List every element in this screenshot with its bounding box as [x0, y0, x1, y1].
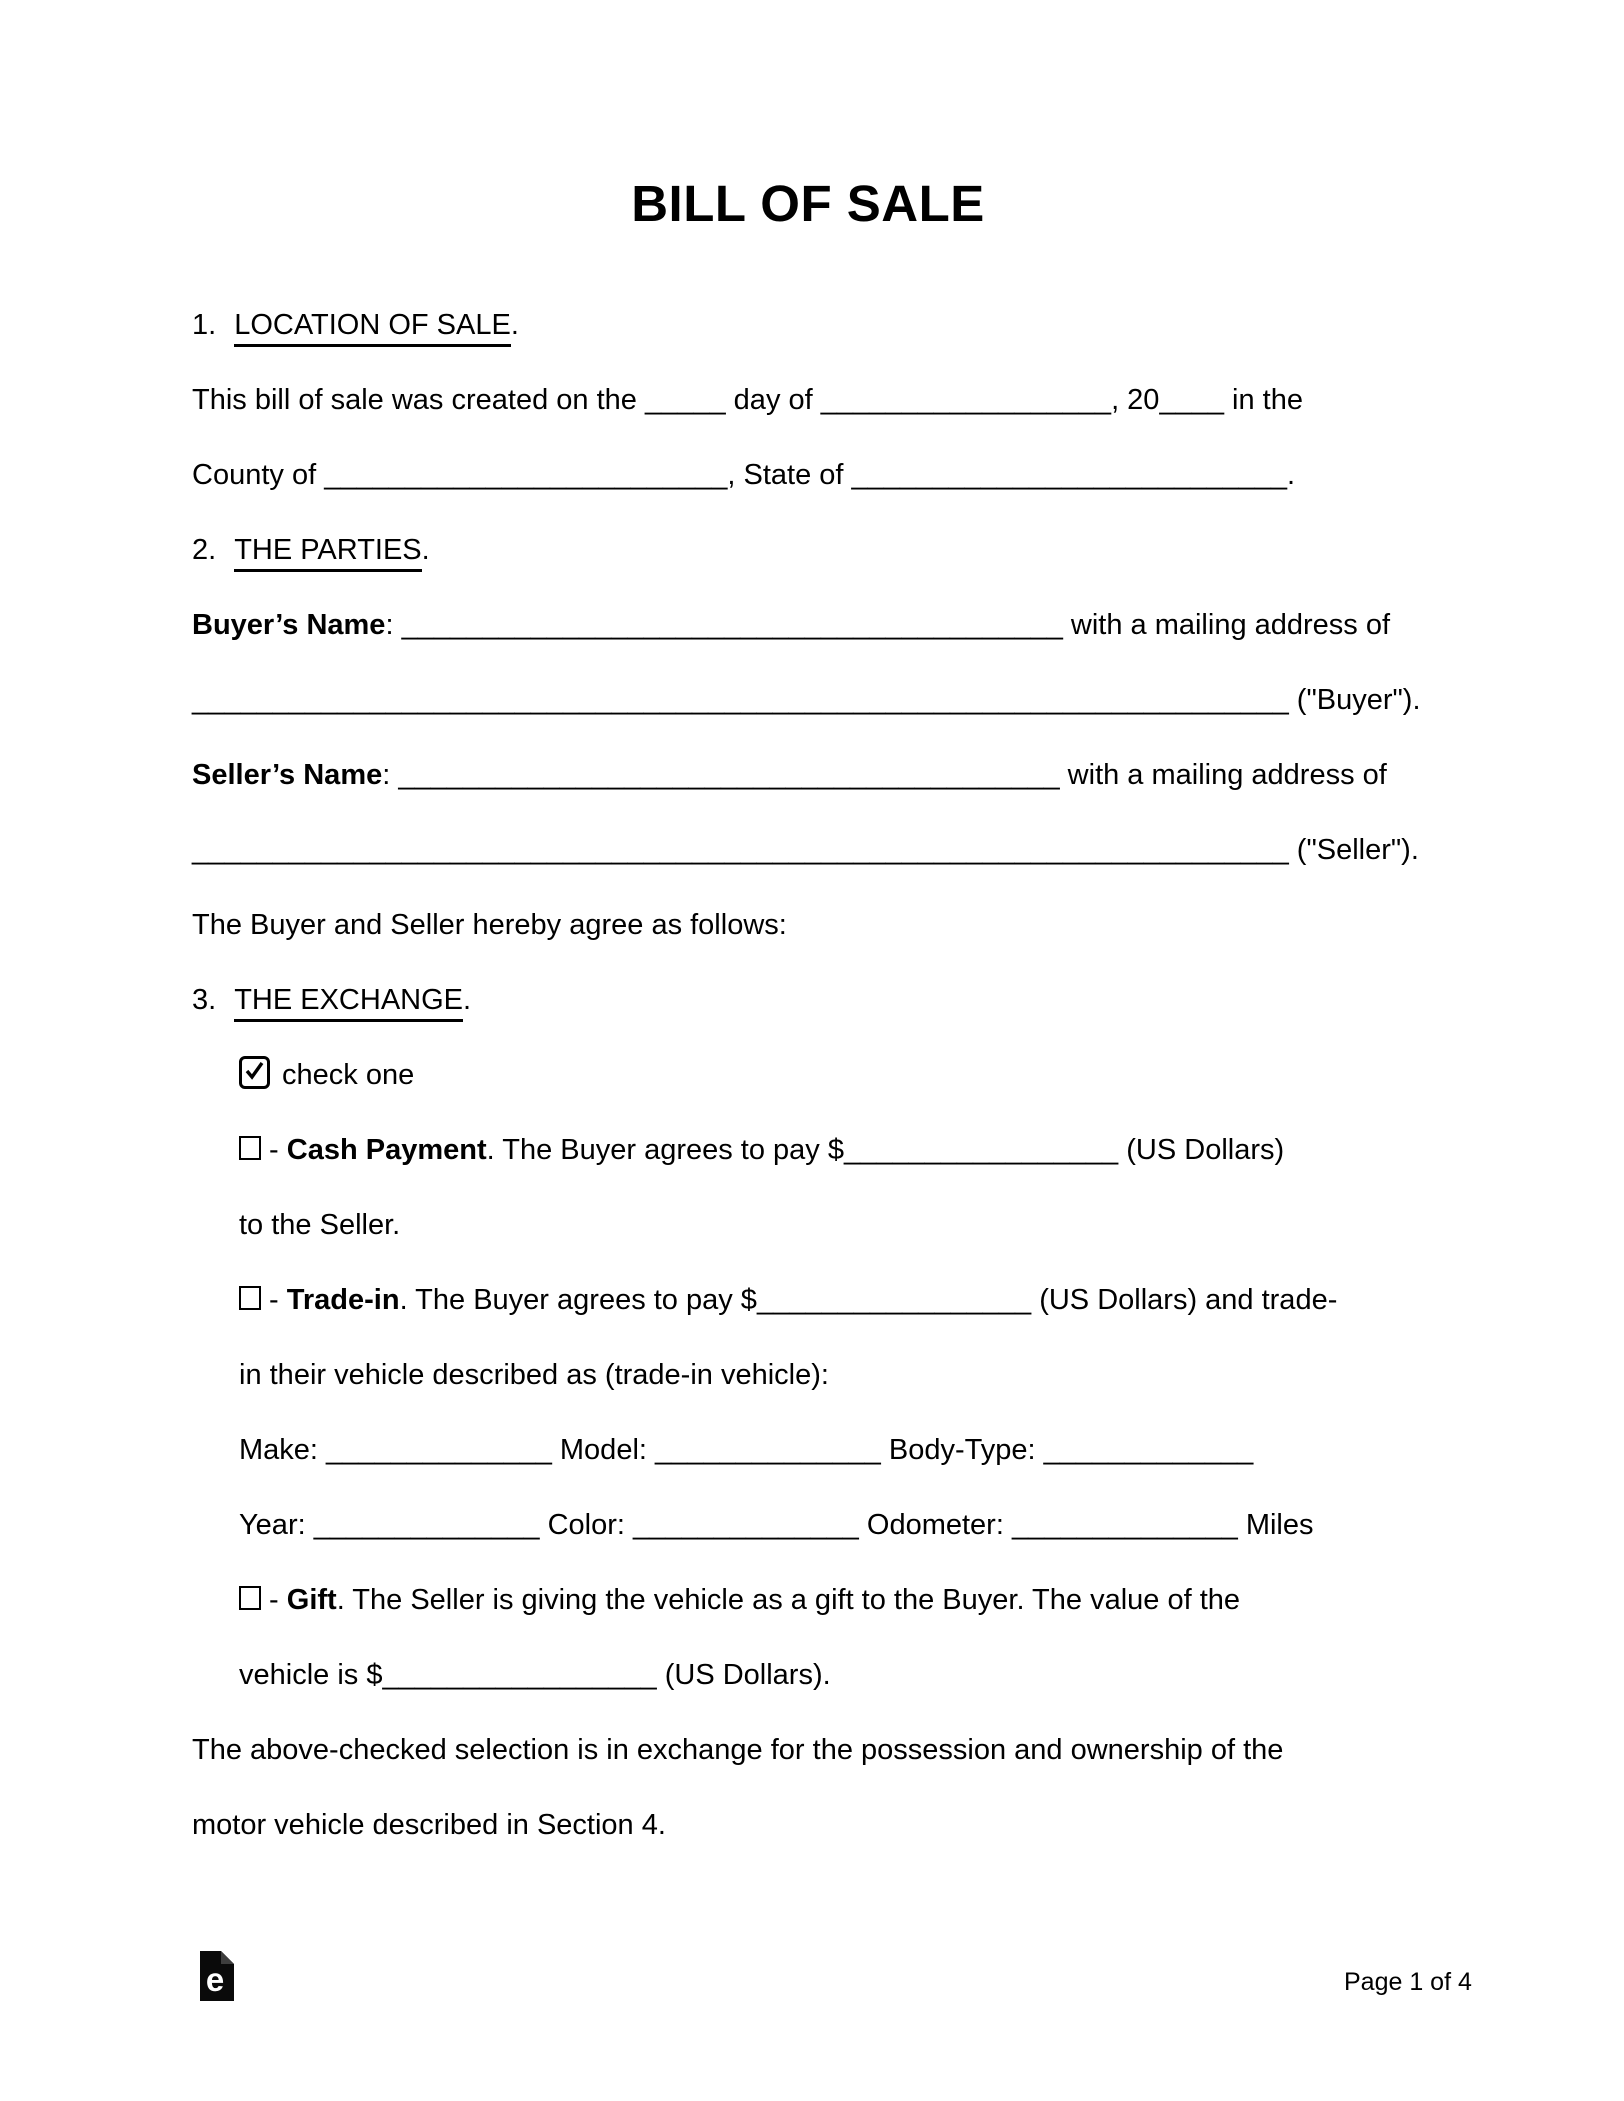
year-blank-field[interactable]: ____ [1159, 384, 1224, 417]
color-blank-field[interactable]: ______________ [633, 1509, 859, 1542]
section-2-heading-period: . [421, 534, 430, 567]
cash-amount-blank-field[interactable]: _________________ [844, 1134, 1119, 1167]
seller-name-blank-field[interactable]: _________________________________________ [398, 759, 1060, 792]
model-blank-field[interactable]: ______________ [655, 1434, 881, 1467]
sale-date-text-2: day of [725, 384, 821, 417]
gift-value-text: vehicle is $ [239, 1659, 383, 1692]
gift-value-text-2: (US Dollars). [656, 1659, 831, 1692]
trade-in-checkbox[interactable] [239, 1286, 261, 1310]
body-type-blank-field[interactable]: _____________ [1043, 1434, 1254, 1467]
gift-label: Gift [286, 1584, 337, 1617]
vehicle-row-1 [192, 1413, 1424, 1488]
trade-dash: - [261, 1284, 287, 1317]
section-2-heading [192, 513, 1424, 588]
seller-mailing-text: with a mailing address of [1059, 759, 1387, 792]
closing-line-2: motor vehicle described in Section 4. [192, 1809, 666, 1842]
section-1-heading-period: . [510, 309, 519, 342]
model-label: Model: [551, 1434, 656, 1467]
gift-checkbox[interactable] [239, 1586, 261, 1610]
miles-label: Miles [1237, 1509, 1314, 1542]
svg-text:e: e [205, 1961, 225, 1998]
seller-name-label: Seller’s Name [192, 759, 383, 792]
body-type-label: Body-Type: [880, 1434, 1044, 1467]
odometer-blank-field[interactable]: ______________ [1011, 1509, 1238, 1542]
buyer-address-line [192, 663, 1424, 738]
buyer-mailing-text: with a mailing address of [1062, 609, 1391, 642]
month-blank-field[interactable]: __________________ [820, 384, 1112, 417]
cash-dash: - [261, 1134, 287, 1167]
check-one-line [192, 1038, 1424, 1113]
agreement-line: The Buyer and Seller hereby agree as follows: [192, 909, 787, 942]
section-3-heading [192, 963, 1424, 1038]
county-label: County of [192, 459, 325, 492]
color-label: Color: [539, 1509, 634, 1542]
make-label: Make: [239, 1434, 327, 1467]
closing-line-1: The above-checked selection is in exchange for the possession and ownership of the [192, 1734, 1284, 1767]
gift-text: . The Seller is giving the vehicle as a gift to the Buyer. The value of the [336, 1584, 1241, 1617]
sale-date-line [192, 363, 1424, 438]
cash-payment-line [192, 1113, 1424, 1188]
gift-line [192, 1563, 1424, 1638]
eforms-logo-icon [200, 1951, 234, 2001]
buyer-name-colon: : [385, 609, 402, 642]
vehicle-year-blank-field[interactable]: ______________ [313, 1509, 540, 1542]
section-3-heading-period: . [463, 984, 472, 1017]
cash-payment-checkbox[interactable] [239, 1136, 261, 1160]
odometer-label: Odometer: [858, 1509, 1012, 1542]
buyer-name-blank-field[interactable]: _________________________________________ [401, 609, 1063, 642]
state-blank-field[interactable]: ___________________________ [851, 459, 1288, 492]
sale-date-text-1: This bill of sale was created on the [192, 384, 645, 417]
trade-in-label: Trade-in [286, 1284, 400, 1317]
vehicle-row-2 [192, 1488, 1424, 1563]
state-label: , State of [727, 459, 852, 492]
cash-payment-label: Cash Payment [286, 1134, 487, 1167]
section-3-number: 3. [192, 984, 217, 1017]
section-2-number: 2. [192, 534, 217, 567]
section-1-number: 1. [192, 309, 217, 342]
seller-address-blank-field[interactable]: ____________________________________________________________________ [192, 834, 1289, 867]
cash-payment-line-2: to the Seller. [239, 1209, 401, 1242]
gift-line-2 [192, 1638, 1424, 1713]
day-blank-field[interactable]: _____ [644, 384, 726, 417]
trade-in-line [192, 1263, 1424, 1338]
seller-address-line [192, 813, 1424, 888]
page-number-label: Page 1 of 4 [1344, 1968, 1472, 1996]
seller-designation: ("Seller"). [1288, 834, 1419, 867]
section-2-heading-text: THE PARTIES [234, 534, 421, 572]
buyer-address-blank-field[interactable]: ____________________________________________________________________ [192, 684, 1289, 717]
county-state-period: . [1287, 459, 1296, 492]
section-1-heading [192, 288, 1424, 363]
section-3-heading-text: THE EXCHANGE [234, 984, 463, 1022]
check-one-label: check one [282, 1059, 415, 1092]
year-label: Year: [239, 1509, 314, 1542]
trade-in-text-2: (US Dollars) and trade- [1031, 1284, 1338, 1317]
seller-name-colon: : [382, 759, 399, 792]
trade-in-text: . The Buyer agrees to pay $ [399, 1284, 757, 1317]
county-state-line [192, 438, 1424, 513]
cash-payment-text: . The Buyer agrees to pay $ [486, 1134, 844, 1167]
cash-payment-text-2: (US Dollars) [1118, 1134, 1285, 1167]
buyer-name-line [192, 588, 1424, 663]
make-blank-field[interactable]: ______________ [326, 1434, 552, 1467]
county-blank-field[interactable]: _________________________ [324, 459, 728, 492]
section-1-heading-text: LOCATION OF SALE [234, 309, 511, 347]
document-title: BILL OF SALE [631, 175, 985, 232]
buyer-designation: ("Buyer"). [1288, 684, 1421, 717]
trade-amount-blank-field[interactable]: _________________ [756, 1284, 1032, 1317]
seller-name-line [192, 738, 1424, 813]
gift-dash: - [261, 1584, 287, 1617]
document-content [192, 0, 1424, 1863]
buyer-name-label: Buyer’s Name [192, 609, 386, 642]
gift-value-blank-field[interactable]: _________________ [382, 1659, 657, 1692]
sale-date-text-3: , 20 [1111, 384, 1160, 417]
trade-in-line-2: in their vehicle described as (trade-in vehicle): [239, 1359, 829, 1392]
sale-date-text-4: in the [1223, 384, 1303, 417]
check-one-checked-checkbox-icon [239, 1056, 270, 1089]
